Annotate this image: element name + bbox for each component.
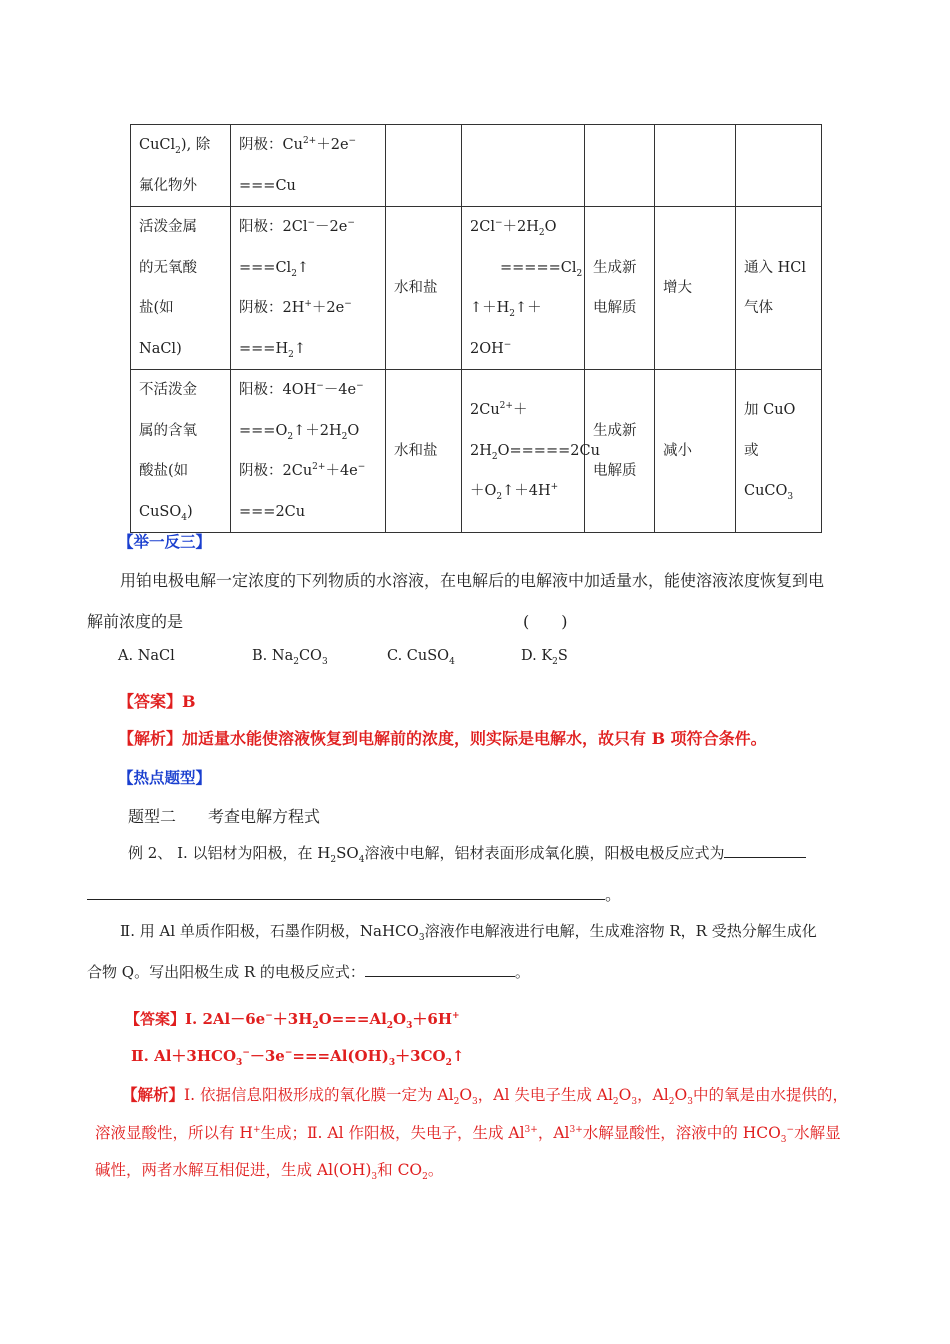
example-part-2: Ⅱ. 用 Al 单质作阳极，石墨作阴极，NaHCO$_3$溶液作电解液进行电解，生成难溶物 R，R 受热分解生成化 bbox=[120, 922, 817, 943]
answer-2-line-1: 【答案】Ⅰ. $2Al-6e^-+3H_2O===Al_2O_3+6H^+$ bbox=[125, 1010, 460, 1031]
cell-type: CuCl$_2$), 除 氟化物外 bbox=[131, 125, 231, 207]
cell-electrode: 阴极：$Cu^{2+}+2e^-$ ===Cu bbox=[231, 125, 386, 207]
cell-empty bbox=[585, 125, 655, 207]
cell-object: 水和盐 bbox=[386, 370, 462, 533]
cell-empty bbox=[386, 125, 462, 207]
example-part-1: 例 2、 Ⅰ. 以铝材为阳极，在 $H_2SO_4$溶液中电解，铝材表面形成氧化膜，阳极电极反应式为 bbox=[128, 842, 806, 863]
analysis-2-line-3: 碱性，两者水解互相促进，生成 $Al(OH)_3$和 $CO_2$。 bbox=[95, 1161, 444, 1183]
option-d: D. $K_2S$ bbox=[521, 648, 568, 667]
answer-blank[interactable] bbox=[87, 885, 605, 900]
cell-empty bbox=[462, 125, 585, 207]
cell-empty bbox=[655, 125, 736, 207]
answer-blank[interactable] bbox=[724, 843, 806, 858]
option-c: C. CuSO$_4$ bbox=[387, 648, 455, 667]
cell-equation: $2Cu^{2+}+$ $2H_2O=====2Cu$ $+O_2↑+4H^+$ bbox=[462, 370, 585, 533]
question-type-title: 题型二 考查电解方程式 bbox=[128, 807, 321, 826]
answer-parenthesis: ( ) bbox=[523, 612, 568, 631]
cell-change: 生成新 电解质 bbox=[585, 370, 655, 533]
analysis-1: 【解析】加适量水能使溶液恢复到电解前的浓度，则实际是电解水，故只有 B 项符合条件。 bbox=[118, 729, 767, 748]
cell-electrode: 阳极：2Cl−－2e− $===Cl_2↑$ 阴极：2H+＋2e− $===H_2↑$ bbox=[231, 207, 386, 370]
cell-type: 不活泼金 属的含氧 酸盐(如 CuSO$_4$) bbox=[131, 370, 231, 533]
cell-ph: 减小 bbox=[655, 370, 736, 533]
cell-electrode: 阳极：4OH−－4e− $===O_2↑+2H_2O$ 阴极：$2Cu^{2+}+4e^-$ ===2Cu bbox=[231, 370, 386, 533]
cell-ph: 增大 bbox=[655, 207, 736, 370]
section-tag-practice: 【举一反三】 bbox=[118, 532, 212, 551]
option-b: B. $Na_2CO_3$ bbox=[252, 648, 328, 667]
cell-equation: $2Cl^-+2H_2O$ $=====Cl_2$ $↑+H_2↑+$ 2OH− bbox=[462, 207, 585, 370]
analysis-2-line-2: 溶液显酸性，所以有 H+生成；Ⅱ. Al 作阳极，失电子，生成 $Al^{3+}$，$Al^{3+}$水解显酸性，溶液中的 $HCO_3^-$水解显 bbox=[95, 1124, 841, 1146]
table-row bbox=[131, 207, 822, 370]
analysis-2-line-1: 【解析】Ⅰ. 依据信息阳极形成的氧化膜一定为 $Al_2O_3$，Al 失电子生成 $Al_2O_3$，$Al_2O_3$中的氧是由水提供的， bbox=[122, 1085, 848, 1108]
option-a: A. NaCl bbox=[118, 648, 175, 664]
cell-object: 水和盐 bbox=[386, 207, 462, 370]
cell-type: 活泼金属 的无氧酸 盐(如 NaCl) bbox=[131, 207, 231, 370]
cell-restore: 通入 HCl 气体 bbox=[736, 207, 822, 370]
answer-blank[interactable] bbox=[365, 962, 515, 977]
table-row bbox=[131, 370, 822, 533]
section-tag-hot-topics: 【热点题型】 bbox=[118, 768, 212, 787]
electrolysis-table bbox=[130, 124, 822, 533]
question-text-2: 解前浓度的是 bbox=[87, 612, 184, 631]
table-row bbox=[131, 125, 822, 207]
example-part-1-continued: 。 bbox=[87, 882, 621, 905]
answer-1: 【答案】B bbox=[118, 692, 196, 711]
cell-restore: 加 CuO 或 CuCO$_3$ bbox=[736, 370, 822, 533]
cell-empty bbox=[736, 125, 822, 207]
question-text: 用铂电极电解一定浓度的下列物质的水溶液，在电解后的电解液中加适量水，能使溶液浓度恢复到电 bbox=[120, 571, 825, 590]
cell-change: 生成新 电解质 bbox=[585, 207, 655, 370]
example-part-2-continued: 合物 Q。写出阳极生成 R 的电极反应式： 。 bbox=[87, 963, 530, 981]
answer-2-line-2: Ⅱ. $Al+3HCO_3^--3e^-===Al(OH)_3+3CO_2↑$ bbox=[131, 1047, 465, 1068]
